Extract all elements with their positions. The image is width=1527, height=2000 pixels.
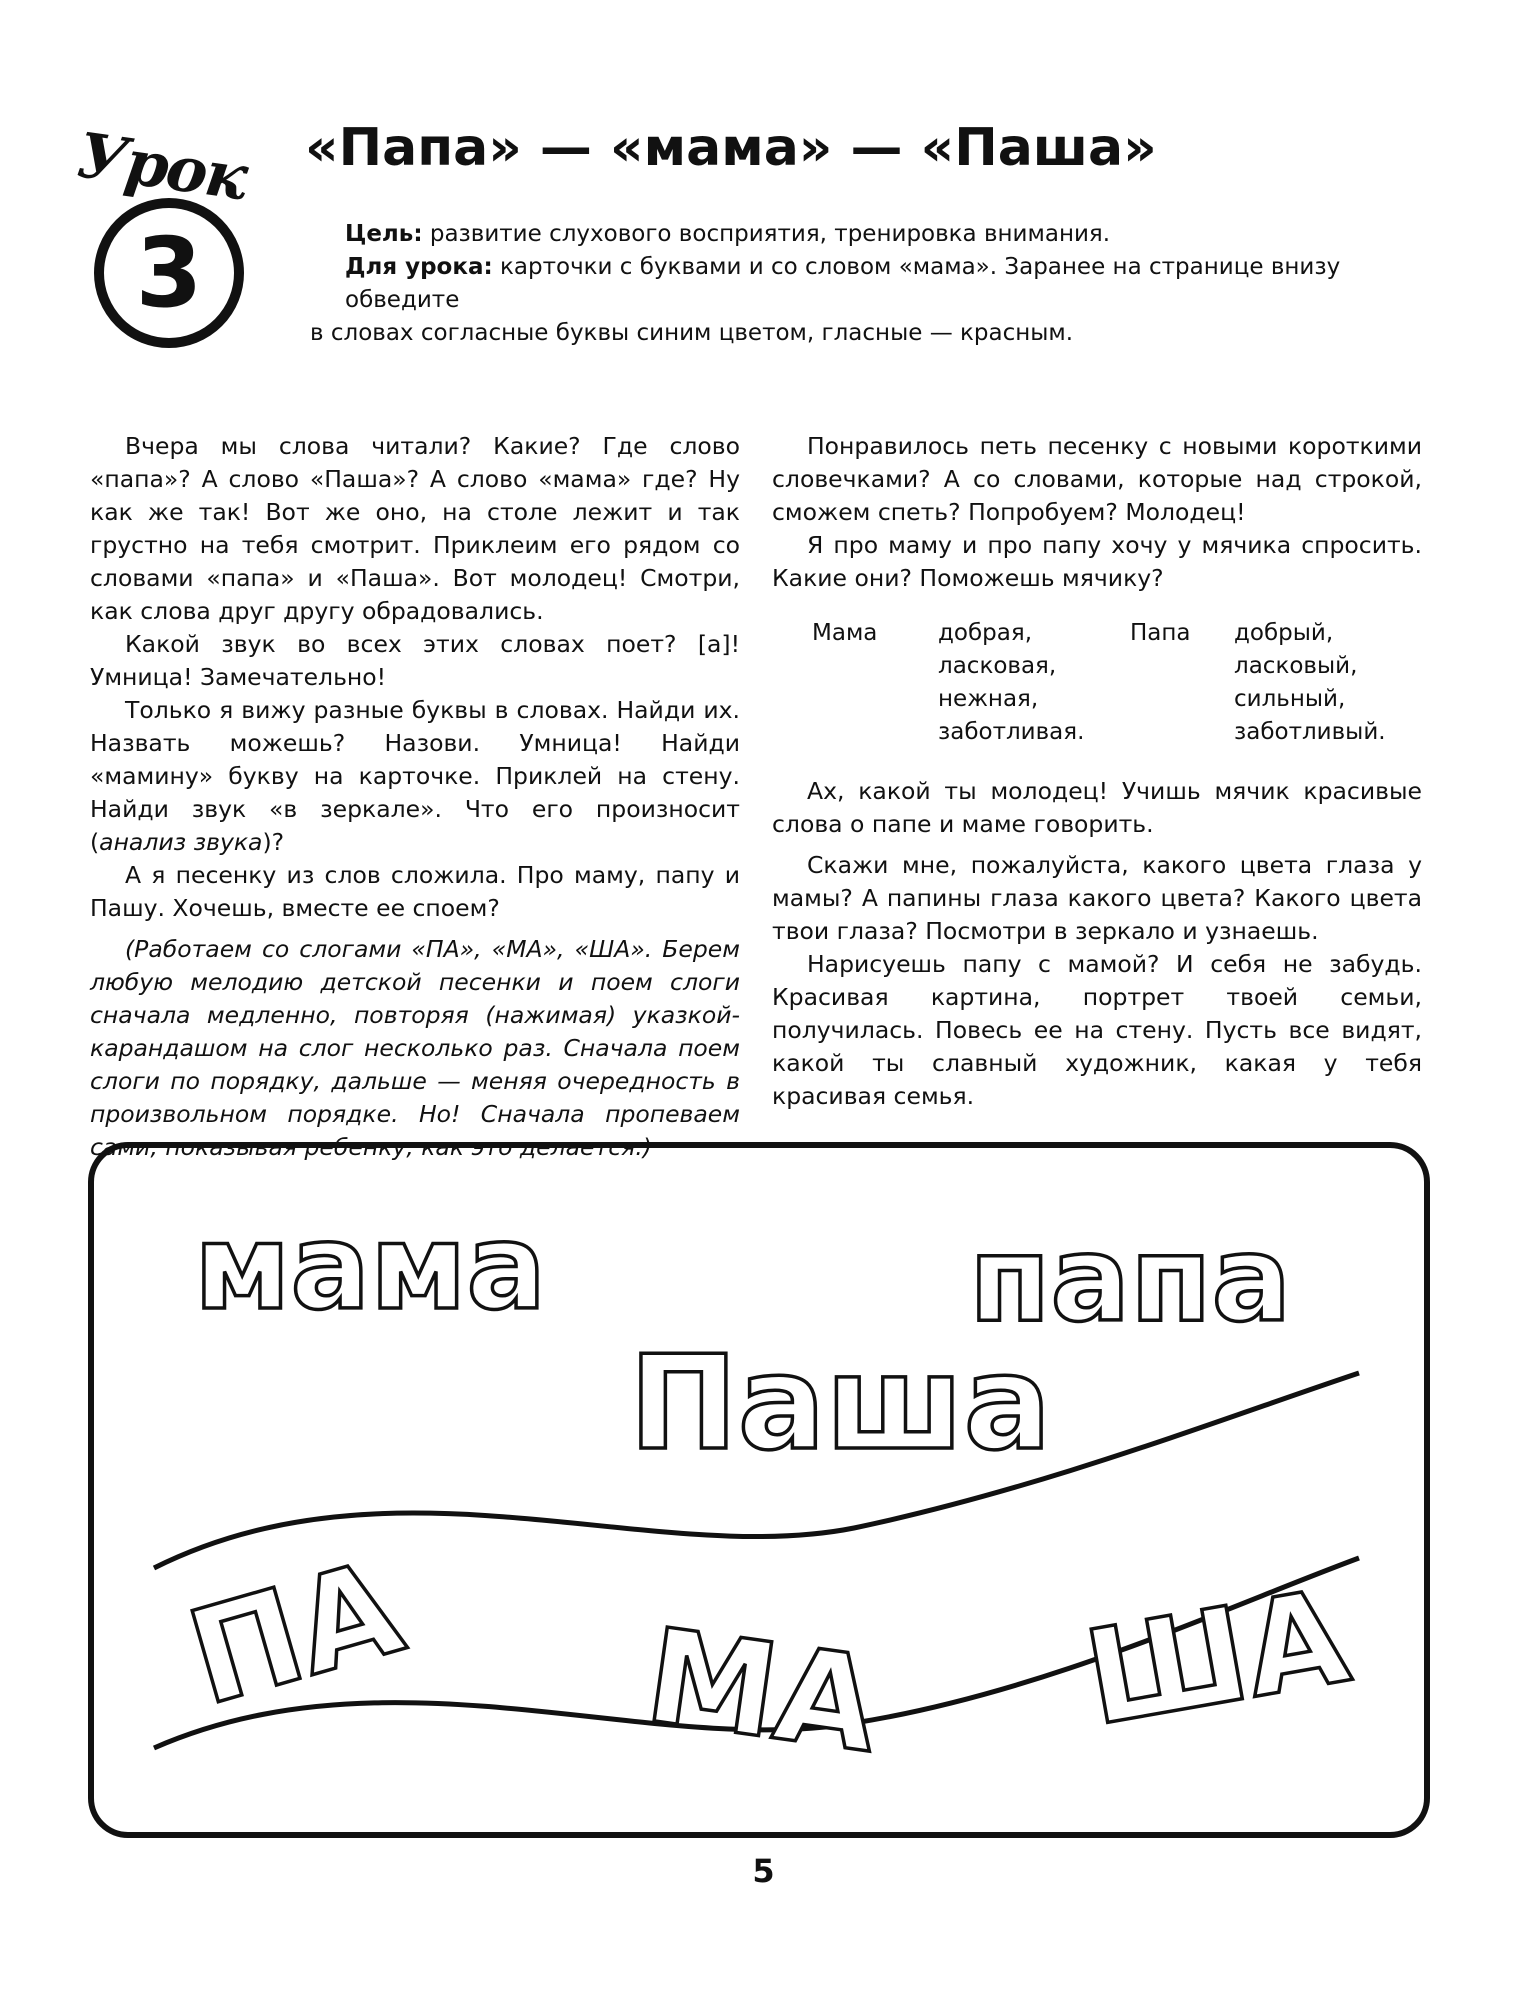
left-column [90,430,740,1164]
adjective: сильный, [1234,686,1346,712]
paragraph-text: Только я вижу разные буквы в словах. Найди их. Назвать можешь? Назови. Умница! Найди «мамину» букву на карточке. Приклей на стену. Найди звук «в зеркале». Что его произносит ( [90,696,740,856]
paragraph: Ах, какой ты молодец! Учишь мячик красивые слова о папе и маме говорить. [772,777,1422,838]
paragraph: Нарисуешь папу с мамой? И себя не забудь. Красивая картина, портрет твоей семьи, получилась. Повесь ее на стену. Пусть все видят, какой ты славный художник, какая у тебя красивая семья. [772,950,1422,1110]
adjectives-table [772,617,1422,757]
syllable-sha: ША [1074,1559,1359,1755]
word-card-art [94,1148,1424,1832]
word-card [88,1142,1430,1838]
mama-label: Мама [812,620,878,646]
lesson-label: Урок [72,118,251,215]
paragraph [90,694,740,859]
paragraph: Я про маму и про папу хочу у мячика спросить. Какие они? Поможешь мячику? [772,531,1422,592]
word-mama: мама [194,1198,547,1336]
syllable-ma: МА [637,1599,887,1782]
paragraph: Понравилось петь песенку с новыми короткими словечками? А со словами, которые над строкой, сможем спеть? Попробуем? Молодец! [772,432,1422,526]
papa-adjectives [1234,617,1386,749]
word-pasha: Паша [629,1327,1052,1479]
paragraph-italic: анализ звука [99,828,263,856]
word-papa: папа [969,1210,1292,1348]
adjective: добрый, [1234,620,1334,646]
syllable-pa: ПА [173,1530,417,1735]
adjective: добрая, [938,620,1032,646]
paragraph: А я песенку из слов сложила. Про маму, папу и Пашу. Хочешь, вместе ее споем? [90,861,740,922]
materials-label: Для урока: [345,254,493,280]
mama-adjectives [938,617,1084,749]
lesson-number-circle [94,198,244,348]
paragraph: Вчера мы слова читали? Какие? Где слово «папа»? А слово «Паша»? А слово «мама» где? Ну как же так! Вот же оно, на столе лежит и так грустно на тебя смотрит. Приклеим его рядом со словами «папа» и «Паша». Вот молодец! Смотри, как слова друг другу обрадовались. [90,432,740,625]
goal-label: Цель: [345,221,423,247]
page-title: «Папа» — «мама» — «Паша» [305,118,1157,178]
paragraph-text: )? [262,828,285,856]
lesson-number: 3 [135,217,203,329]
instruction-note: (Работаем со слогами «ПА», «МА», «ША». Берем любую мелодию детской песенки и поем слоги сначала медленно, повторяя (нажимая) указкой-карандашом на слог несколько раз. Сначала поем слоги по порядку, дальше — меняя очередность в произвольном порядке. Но! Сначала пропеваем сами, показывая ребенку, как это делается.) [90,935,740,1161]
paragraph: Скажи мне, пожалуйста, какого цвета глаза у мамы? А папины глаза какого цвета? Какого цвета твои глаза? Посмотри в зеркало и узнаешь. [772,851,1422,945]
adjective: ласковая, [938,653,1057,679]
adjective: заботливая. [938,719,1085,745]
materials-line-2: в словах согласные буквы синим цветом, гласные — красным. [310,320,1074,346]
adjective: ласковый, [1234,653,1358,679]
paragraph: Какой звук во всех этих словах поет? [а]! Умница! Замечательно! [90,630,740,691]
goal-text: развитие слухового восприятия, тренировка внимания. [422,221,1111,247]
materials-line [345,251,1425,317]
right-column [772,430,1422,1113]
lesson-goal [310,218,1425,350]
adjective: нежная, [938,686,1039,712]
goal-line [345,218,1425,251]
adjective: заботливый. [1234,719,1386,745]
papa-label: Папа [1130,620,1191,646]
materials-text: карточки с буквами и со словом «мама». Заранее на странице внизу обведите [345,254,1341,313]
page-number: 5 [752,1852,775,1890]
